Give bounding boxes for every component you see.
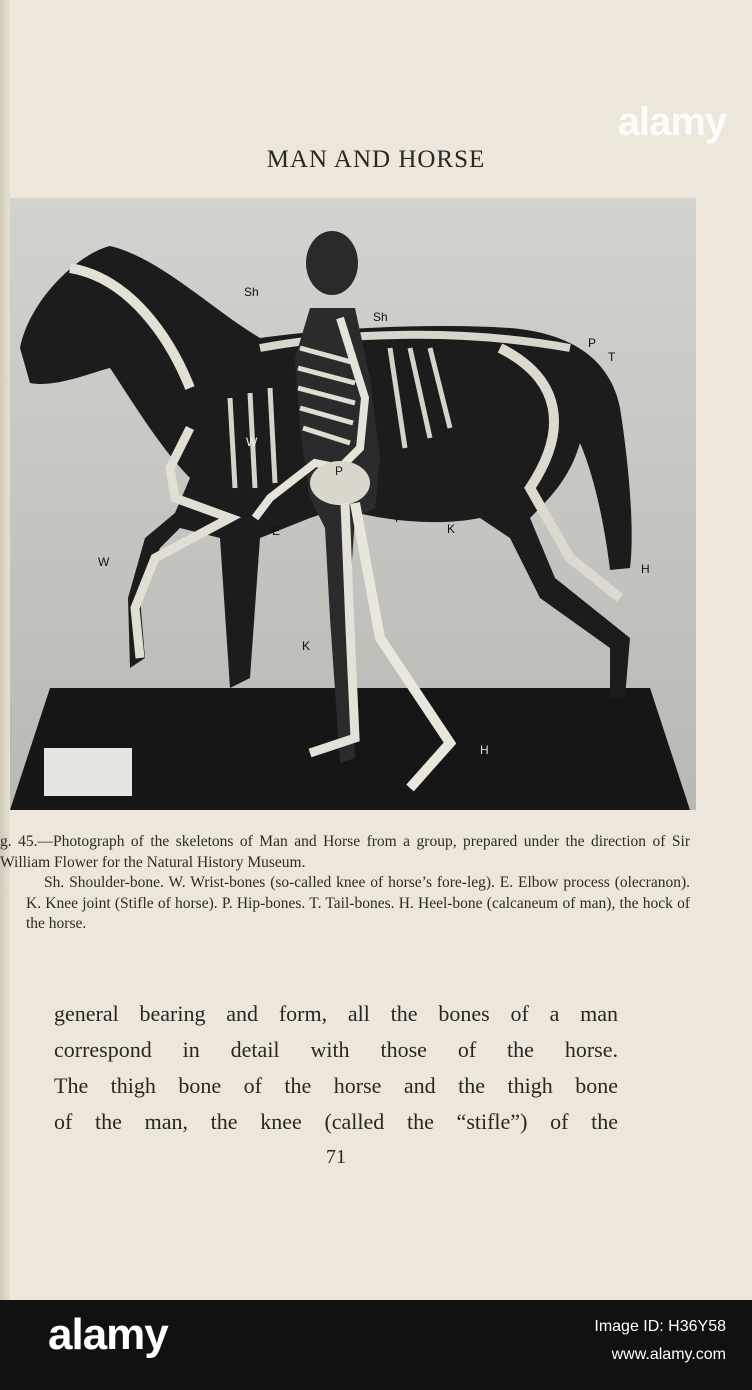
label-t-man: T [393, 511, 401, 525]
page-number: 71 [326, 1146, 346, 1168]
label-e: E [272, 524, 281, 538]
label-k-horse: K [447, 522, 456, 536]
body-line-4: of the man, the knee (called the “stifle”) of the [54, 1109, 618, 1134]
man-head [306, 231, 358, 295]
watermark-brand: alamy [48, 1310, 168, 1359]
watermark-image-id: Image ID: H36Y58 [594, 1318, 726, 1335]
label-h-horse: H [641, 562, 650, 576]
label-w-man: W [246, 435, 258, 449]
body-line-1: general bearing and form, all the bones of a man [54, 1001, 618, 1026]
label-p-man: P [335, 464, 344, 478]
figure-photograph [10, 198, 696, 810]
specimen-label-card [44, 748, 132, 796]
running-head: MAN AND HORSE [266, 146, 486, 173]
caption-key: Sh. Shoulder-bone. W. Wrist-bones (so-called knee of horse’s fore-leg). E. Elbow process (olecranon). K. Knee joint (Stifle of horse). P. Hip-bones. T. Tail-bones. H. Heel-bone (calcaneum of man), the hock of the horse. [26, 874, 690, 932]
figure-caption [0, 832, 690, 935]
label-k-man: K [302, 639, 311, 653]
label-w-horse: W [98, 555, 110, 569]
label-t-horse: T [608, 350, 616, 364]
label-p-horse: P [588, 336, 597, 350]
page-gutter [0, 0, 10, 1300]
caption-title: g. 45.—Photograph of the skeletons of Man and Horse from a group, prepared under the direction of Sir William Flower for the Natural History Museum. [0, 833, 690, 871]
body-line-2: correspond in detail with those of the horse. [54, 1037, 618, 1062]
skeleton-illustration [10, 198, 696, 810]
label-sh-man: Sh [373, 310, 388, 324]
watermark-site: www.alamy.com [611, 1346, 726, 1363]
watermark-brand-top: alamy [617, 100, 727, 144]
body-text [54, 996, 618, 1140]
label-h-man: H [480, 743, 489, 757]
label-sh-horse: Sh [244, 285, 259, 299]
body-line-3: The thigh bone of the horse and the thigh bone [54, 1073, 618, 1098]
